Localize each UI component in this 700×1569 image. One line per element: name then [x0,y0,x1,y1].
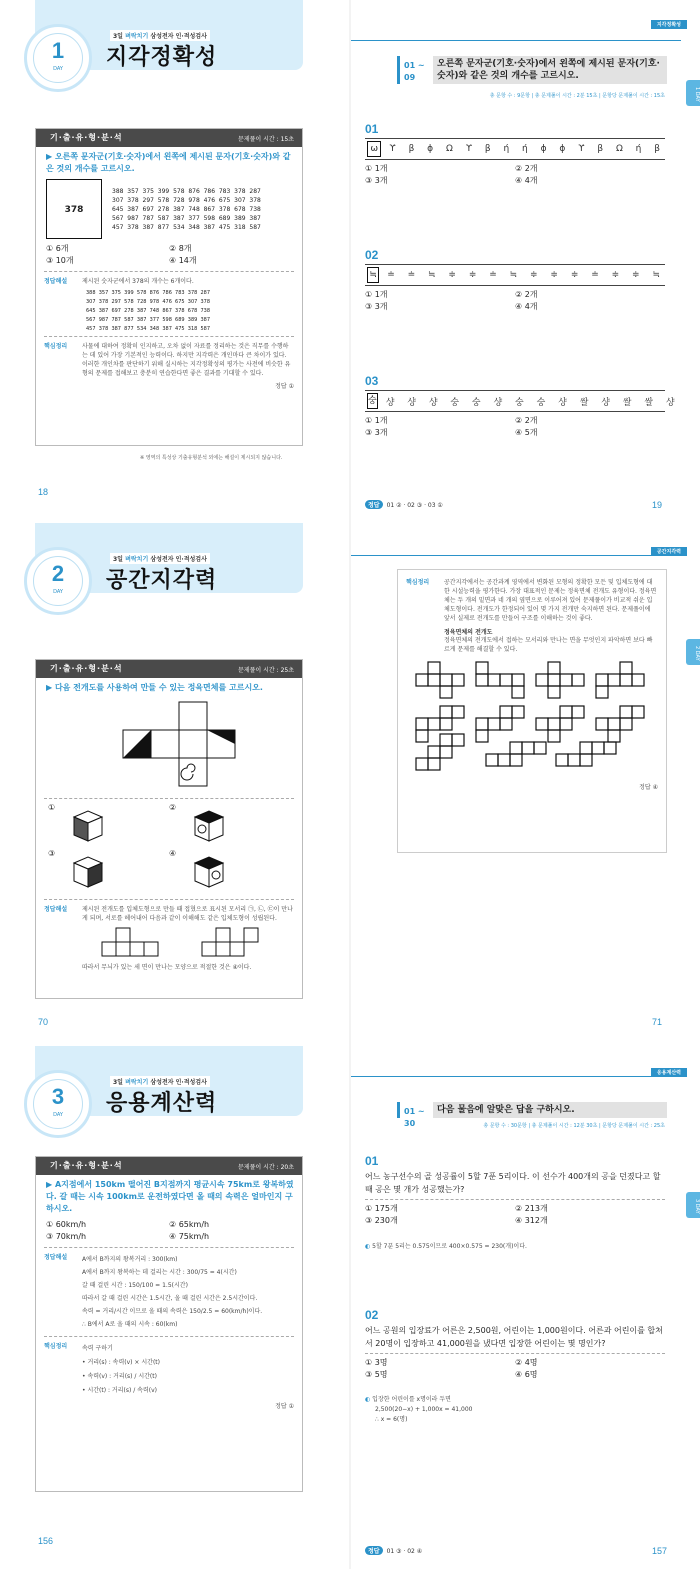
book-tag: 3일 벼락치기 삼성전자 인·적성검사 [110,553,210,564]
solution-note: 정답해설 A에서 B까지의 왕복거리 : 300(km) A에서 B까지 왕복하는 데 걸리는 시간 : 300/75 = 4(시간) 갈 때 걸린 시간 : 150/100 = 1.5(시간) 따라서 갈 때 걸린 시간은 1.5시간, 올 때 걸린 시간은 2.5시간이다. 속력 = 거리/시간 이므로 올 때의 속력은 150/2.5 = 60(km/h)이다. ∴ B에서 A로 올 때의 시속 : 60(km) [44,1254,263,1328]
cube-net-set [406,658,656,778]
key-summary: 핵심정리 속력 구하기 • 거리(s) : 속력(v) × 시간(t) • 속력(v) : 거리(s) / 시간(t) • 시간(t) : 거리(s) / 속력(v) [44,1343,160,1394]
section-tag: 응용계산력 [651,1068,687,1077]
day-badge: 3 DAY [24,1070,92,1138]
answer-label: 정답 ① [275,383,294,390]
section-tag: 지각정확성 [651,20,687,29]
side-tab: 3 DAY [686,1192,700,1218]
section-title: 지각정확성 [106,45,218,70]
solution-net-diagram [96,926,296,962]
section-tag: 공간지각력 [651,547,687,556]
question-text: ▶ 다음 전개도를 사용하여 만들 수 있는 정육면체를 고르시오. [36,678,302,696]
page-number: 19 [652,500,663,510]
analysis-box: 기·출·유·형·분·석 문제풀이 시간 : 20초 ▶ A지점에서 150km 떨어진 B지점까지 평균시속 75km로 왕복하였다. 갈 때는 시속 100km로 운전하였다면 올 때의 속력은 얼마인지 구하시오. ① 60km/h ② 65km/h ③ 70km/h ④ 75km/h 정답해설 A에서 B까지의 왕복거리 : 300(km) A에서 B까지 왕복하는 데 걸리는 시간 : 300/75 = 4(시간) 갈 때 걸린 시간 : 150/100 = 1.5(시간) 따라서 갈 때 걸린 시간은 1.5시간, 올 때 걸린 시간은 2.5시간이다. 속력 = 거리/시간 이므로 올 때의 속력은 150/2.5 = 60(km/h)이다. ∴ B에서 A로 올 때의 시속 : 60(km) 핵심정리 속력 구하기 • 거리(s) : 속력(v) × 시간(t) • 속력(v) : 거리(s) / 시간(t) • 시간(t) : 거리(s) / 속력(v) 정답 ① [35,1156,303,1492]
instruction-bar: 01 ~ 09 오른쪽 문자군(기호·숫자)에서 왼쪽에 제시된 문자(기호·숫자)와 같은 것의 개수를 고르시오. [397,56,667,84]
section-title: 응용계산력 [106,1091,218,1116]
question-number: 02 [365,248,379,262]
problem-meta: 총 문항 수 : 30문항 | 총 문제풀이 시간 : 12분 30초 | 문항당 문제풀이 시간 : 25초 [483,1123,665,1129]
key-summary: 핵심정리 사물에 대하여 정확히 인지하고, 오차 없이 자료를 정리하는 것은 직무를 수행하는 데 있어 가장 기본적인 능력이다. 하지만 지각력은 개인마다 큰 차이가 있다. 이러한 개인차를 판단하기 위해 실시하는 지각정확성의 평가는 사전에 비슷한 유형의 문제를 접해보고 충분히 연습한다면 좋은 결과를 기대할 수 있다. [44,343,291,377]
analysis-box: 기·출·유·형·분·석 문제풀이 시간 : 25초 ▶ 다음 전개도를 사용하여 만들 수 있는 정육면체를 고르시오. ① ② ③ ④ 정답해설 제시된 전개도를 입체도형으로 만들 때 접혔으로 표시된 모서리 ㉠, ㉡, ㉢이 만나게 되며, 서로를 헤어내어 다음과 같이 이해해도 같은 입체도형이 성립된다. 따라서 무늬가 있는 세 면이 만나는 모양으로 적절한 것은 ④이다. [35,659,303,999]
analysis-box: 기·출·유·형·분·석 문제풀이 시간 : 15초 ▶ 오른쪽 문자군(기호·숫자)에서 왼쪽에 제시된 문자(기호·숫자)와 같은 것의 개수를 고르시오. 378 388 357 375 399 578 876 786 783 378 287 307 378 297 578 728 978 476 675 307 378 645 387 697 278 387 748 867 378 678 738 567 987 787 587 387 377 598 689 389 387 457 378 387 877 534 348 387 475 318 587 ① 6개 ② 8개 ③ 10개 ④ 14개 정답해설 제시된 숫자군에서 378의 개수는 6개이다. 388 357 375 399 578 876 786 783 378 287 307 378 297 578 728 978 476 675 307 378 645 387 697 278 387 748 867 378 678 738 567 987 787 587 387 377 598 689 389 387 457 378 387 877 534 348 387 475 318 587 핵심정리 사물에 대하여 정확히 인지하고, 오차 없이 자료를 정리하는 것은 직무를 수행하는 데 있어 가장 기본적인 능력이다. 하지만 지각력은 개인마다 큰 차이가 있다. 이러한 개인차를 판단하기 위해 실시하는 지각정확성의 평가는 사전에 비슷한 유형의 문제를 접해보고 충분히 연습한다면 좋은 결과를 기대할 수 있다. 정답 ① [35,128,303,446]
question-number: 02 [365,1308,379,1322]
day-badge: 2 DAY [24,547,92,615]
section-title: 공간지각력 [106,568,218,593]
question-item: ≒ ≐ ≐ ≒ ≑ ≑ ≐ ≒ ≑ ≑ ≑ ≐ ≑ ≑ ≒ ① 1개 ② 2개 ③ 3개 ④ 4개 [365,264,665,313]
question-item: 숭 샹 샹 샹 숭 숭 샹 숭 숭 샹 쌀 샹 쌀 쌀 샹 ① 1개 ② 2개 ③ 3개 ④ 5개 [365,390,665,439]
answer-choices: ① 6개 ② 8개 ③ 10개 ④ 14개 [46,244,197,265]
page-number: 157 [652,1546,668,1556]
solution-grid: 388 357 375 399 578 876 786 783 378 287 307 378 297 578 728 978 476 675 307 378 645 387 697 278 387 748 867 378 678 738 567 987 787 587 387 377 598 689 389 387 457 378 387 877 534 348 387 475 318 587 [86,290,211,332]
spread-1 [0,0,700,523]
answer-key: 정답 01 ③ · 02 ④ [365,1546,422,1555]
footnote: ※ 영역의 특성상 기출유형분석 외에는 해설이 제시되지 않습니다. [140,455,283,461]
question-text: ▶ 오른쪽 문자군(기호·숫자)에서 왼쪽에 제시된 문자(기호·숫자)와 같은 것의 개수를 고르시오. [36,147,302,177]
question-number: 01 [365,1154,379,1168]
side-tab: 2 DAY [686,639,700,665]
solution-note: 정답해설 제시된 전개도를 입체도형으로 만들 때 접혔으로 표시된 모서리 ㉠, ㉡, ㉢이 만나게 되며, 서로를 헤어내어 다음과 같이 이해해도 같은 입체도형이 성립된다. [44,906,293,922]
solution-note: 정답해설 제시된 숫자군에서 378의 개수는 6개이다. [44,278,194,285]
question-number: 01 [365,122,379,136]
net-diagram [36,696,302,796]
page-number: 70 [38,1017,49,1027]
page-number: 71 [652,1017,663,1027]
spread-3 [0,1046,700,1569]
day-badge: 1 DAY [24,24,92,92]
answer-key: 정답 01 ② · 02 ③ · 03 ① [365,500,443,509]
number-grid: 378 388 357 375 399 578 876 786 783 378 287 307 378 297 578 728 978 476 675 307 378 645 387 697 278 387 748 867 378 678 738 567 987 787 587 387 377 598 689 389 387 457 378 387 877 534 348 387 475 318 587 [36,177,302,241]
spread-2 [0,523,700,1046]
cube-option-4 [189,853,229,893]
answer-choices: ① 60km/h ② 65km/h ③ 70km/h ④ 75km/h [46,1220,210,1241]
cube-option-1 [68,807,108,847]
answer-label: 정답 ④ [639,784,658,791]
book-tag: 3일 벼락치기 삼성전자 인·적성검사 [110,1076,210,1087]
question-text: ▶ A지점에서 150km 떨어진 B지점까지 평균시속 75km로 왕복하였다. 갈 때는 시속 100km로 운전하였다면 올 때의 속력은 얼마인지 구하시오. [36,1175,302,1217]
key-summary: 핵심정리 공간지각에서는 공간과계 영역에서 변화된 모형의 정확한 모든 및 입체도형에 대한 시설능력을 평가한다. 가장 대표적인 문제는 정육면체 전개도 유형이다. 정육면체는 두 개의 밑면과 네 개의 옆면으로 이루어져 있어 문제풀이가 비교적 쉬운 입체도형이다. 전개도가 한정되어 있어 몇 가지 전개만 숙지하면 된다. 문제풀이에 앞서 실제로 전개도를 만들어 구조를 이해하는 것이 좋다. [406,579,657,622]
problem-meta: 총 문항 수 : 9문항 | 총 문제풀이 시간 : 2분 15초 | 문항당 문제풀이 시간 : 15초 [489,93,665,99]
question-item: ω ϒ β ϕ Ω ϒ β ή ή ϕ ϕ ϒ β Ω ή β ① 1개 ② 2개 ③ 3개 ④ 4개 [365,138,665,187]
cube-option-3 [68,853,108,893]
question-number: 03 [365,374,379,388]
page-number: 156 [38,1536,54,1546]
book-tag: 3일 벼락치기 삼성전자 인·적성검사 [110,30,210,41]
solution-note: ◐ 입장한 어린이를 x명이라 두면 2,500(20−x) + 1,000x = 41,000 ∴ x = 6(명) [365,1396,473,1423]
answer-label: 정답 ① [275,1403,294,1410]
page-number: 18 [38,487,49,497]
key-summary-box: 핵심정리 공간지각에서는 공간과계 영역에서 변화된 모형의 정확한 모든 및 입체도형에 대한 시설능력을 평가한다. 가장 대표적인 문제는 정육면체 전개도 유형이다. 정육면체는 두 개의 밑면과 네 개의 옆면으로 이루어져 있어 문제풀이가 비교적 쉬운 입체도형이다. 전개도가 한정되어 있어 몇 가지 전개만 숙지하면 된다. 문제풀이에 앞서 실제로 전개도를 만들어 구조를 이해하는 것이 좋다. 정육면체의 전개도 정육면체의 전개도에서 접하는 모서리와 만나는 면을 무엇인지 파악하면 보다 빠르게 문제를 해결할 수 있다. 정답 ④ [397,569,667,853]
solution-note: ◐ 5할 7푼 5리는 0.575이므로 400×0.575 = 230(개)이다. [365,1243,527,1250]
question-item: 어느 공원의 입장료가 어른은 2,500원, 어린이는 1,000원이다. 어른과 어린이를 합쳐서 20명이 입장하고 41,000원을 냈다면 입장한 어린이는 몇 명인가? ① 3명 ② 4명 ③ 5명 ④ 6명 ◐ 입장한 어린이를 x명이라 두면 2,500(20−x) + 1,000x = 41,000 ∴ x = 6(명) [365,1324,665,1425]
cube-option-2 [189,807,229,847]
question-item: 어느 농구선수의 골 성공률이 5할 7푼 5리이다. 이 선수가 400개의 공을 던졌다고 할 때 공은 몇 개가 성공했는가? ① 175개 ② 213개 ③ 230개 ④ 312개 ◐ 5할 7푼 5리는 0.575이므로 400×0.575 = 230(개)이다. [365,1170,665,1250]
side-tab: 1 DAY [686,80,700,106]
instruction-bar: 01 ~ 30 다음 물음에 알맞은 답을 구하시오. [397,1102,667,1118]
cube-choices: ① ② ③ ④ [36,801,302,897]
